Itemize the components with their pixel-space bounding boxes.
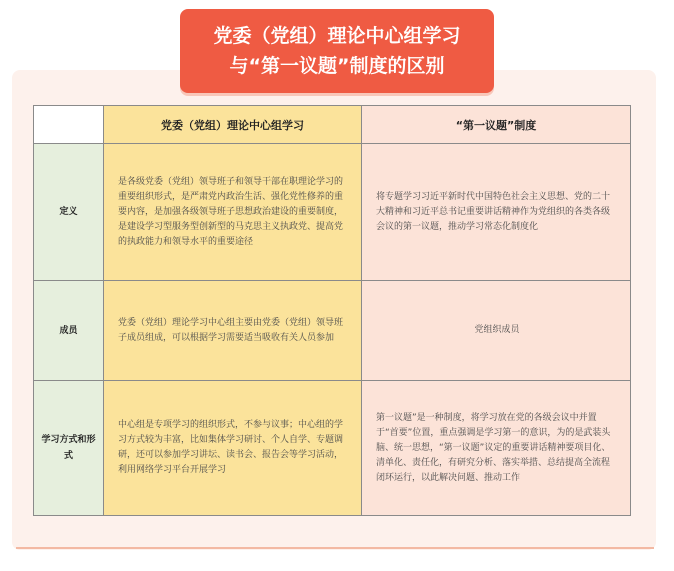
row-label-methods: 学习方式和形式 [34,381,104,515]
methods-first-topic: 第一议题”是一种制度，将学习放在党的各级会议中并置于“首要”位置，重点强调是学习第一的意识，为的是武装头脑、统一思想，“第一议题”议定的重要讲话精神要项目化、清单化、责任化，有研究分析、落实举措、总结提高全流程闭环运行，以此解决问题、推动工作 [362,381,630,515]
methods-theory-study: 中心组是专项学习的组织形式，不参与议事；中心组的学习方式较为丰富，比如集体学习研讨、个人自学、专题调研，还可以参加学习讲坛、读书会、报告会等学习活动，利用网络学习平台开展学习 [104,381,362,515]
bottom-divider [16,547,654,549]
header-first-topic: “第一议题”制度 [362,106,630,144]
definition-theory-study: 是各级党委（党组）领导班子和领导干部在职理论学习的重要组织形式，是严肃党内政治生活、强化党性修养的重要内容，是加强各级领导班子思想政治建设的重要制度，是建设学习型服务型创新型的马克思主义执政党、提高党的执政能力和领导水平的重要途径 [104,144,362,281]
row-label-definition: 定义 [34,144,104,281]
header-theory-study: 党委（党组）理论中心组学习 [104,106,362,144]
header-corner-cell [34,106,104,144]
title-line-2: 与“第一议题”制度的区别 [229,55,445,77]
definition-first-topic: 将专题学习习近平新时代中国特色社会主义思想、党的二十大精神和习近平总书记重要讲话精神作为党组织的各类各级会议的第一议题，推动学习常态化制度化 [362,144,630,281]
comparison-table [33,105,631,516]
title-line-1: 党委（党组）理论中心组学习 [213,25,461,47]
members-theory-study: 党委（党组）理论学习中心组主要由党委（党组）领导班子成员组成，可以根据学习需要适当吸收有关人员参加 [104,281,362,381]
row-label-members: 成员 [34,281,104,381]
members-first-topic: 党组织成员 [362,281,630,381]
title-banner [180,9,494,93]
